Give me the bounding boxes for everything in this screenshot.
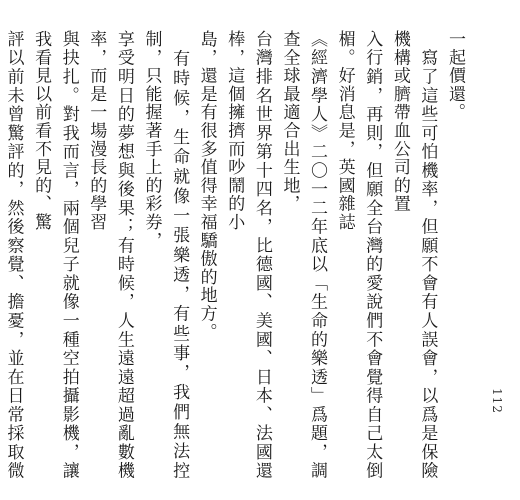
text-line: 一起價還。 bbox=[445, 30, 465, 122]
text-line: 入行銷，再則，但願全台灣的愛說們不會覺得自己太倒楣。好消息是，英國雜誌 bbox=[334, 30, 383, 480]
page-number: 112 bbox=[490, 388, 504, 414]
text-line: 評以前未曾驚評的，然後察覺、擔憂，並在日常採取微 bbox=[3, 30, 24, 480]
text-line: 與抉扎。對我而言，兩個兒子就像一種空拍攝影機，讓我看見以前看不見的、驚 bbox=[31, 30, 79, 480]
text-line: 台灣排名世界第十四名，比德國、美國、日本、法國還棒，這個擁擠而吵鬧的小 bbox=[224, 30, 272, 480]
text-line: 島，還是有很多值得幸福驕傲的地方。 bbox=[196, 30, 217, 342]
text-line: 《經濟學人》二〇一二年底以「生命的樂透」爲題，調查全球最適合出生地， bbox=[279, 30, 328, 480]
text-line: 享受明日的夢想與後果；有時候，人生遠遠超過亂數機率，而是一場漫長的學習 bbox=[86, 30, 134, 480]
text-line: 寫了這些可怕機率，但願不會有人誤會，以爲是保險機構或臍帶血公司的置 bbox=[389, 30, 438, 480]
body-text bbox=[0, 30, 468, 480]
text-line: 有時候，生命就像一張樂透，有些事，我們無法控制，只能握著手上的彩券， bbox=[141, 30, 190, 480]
